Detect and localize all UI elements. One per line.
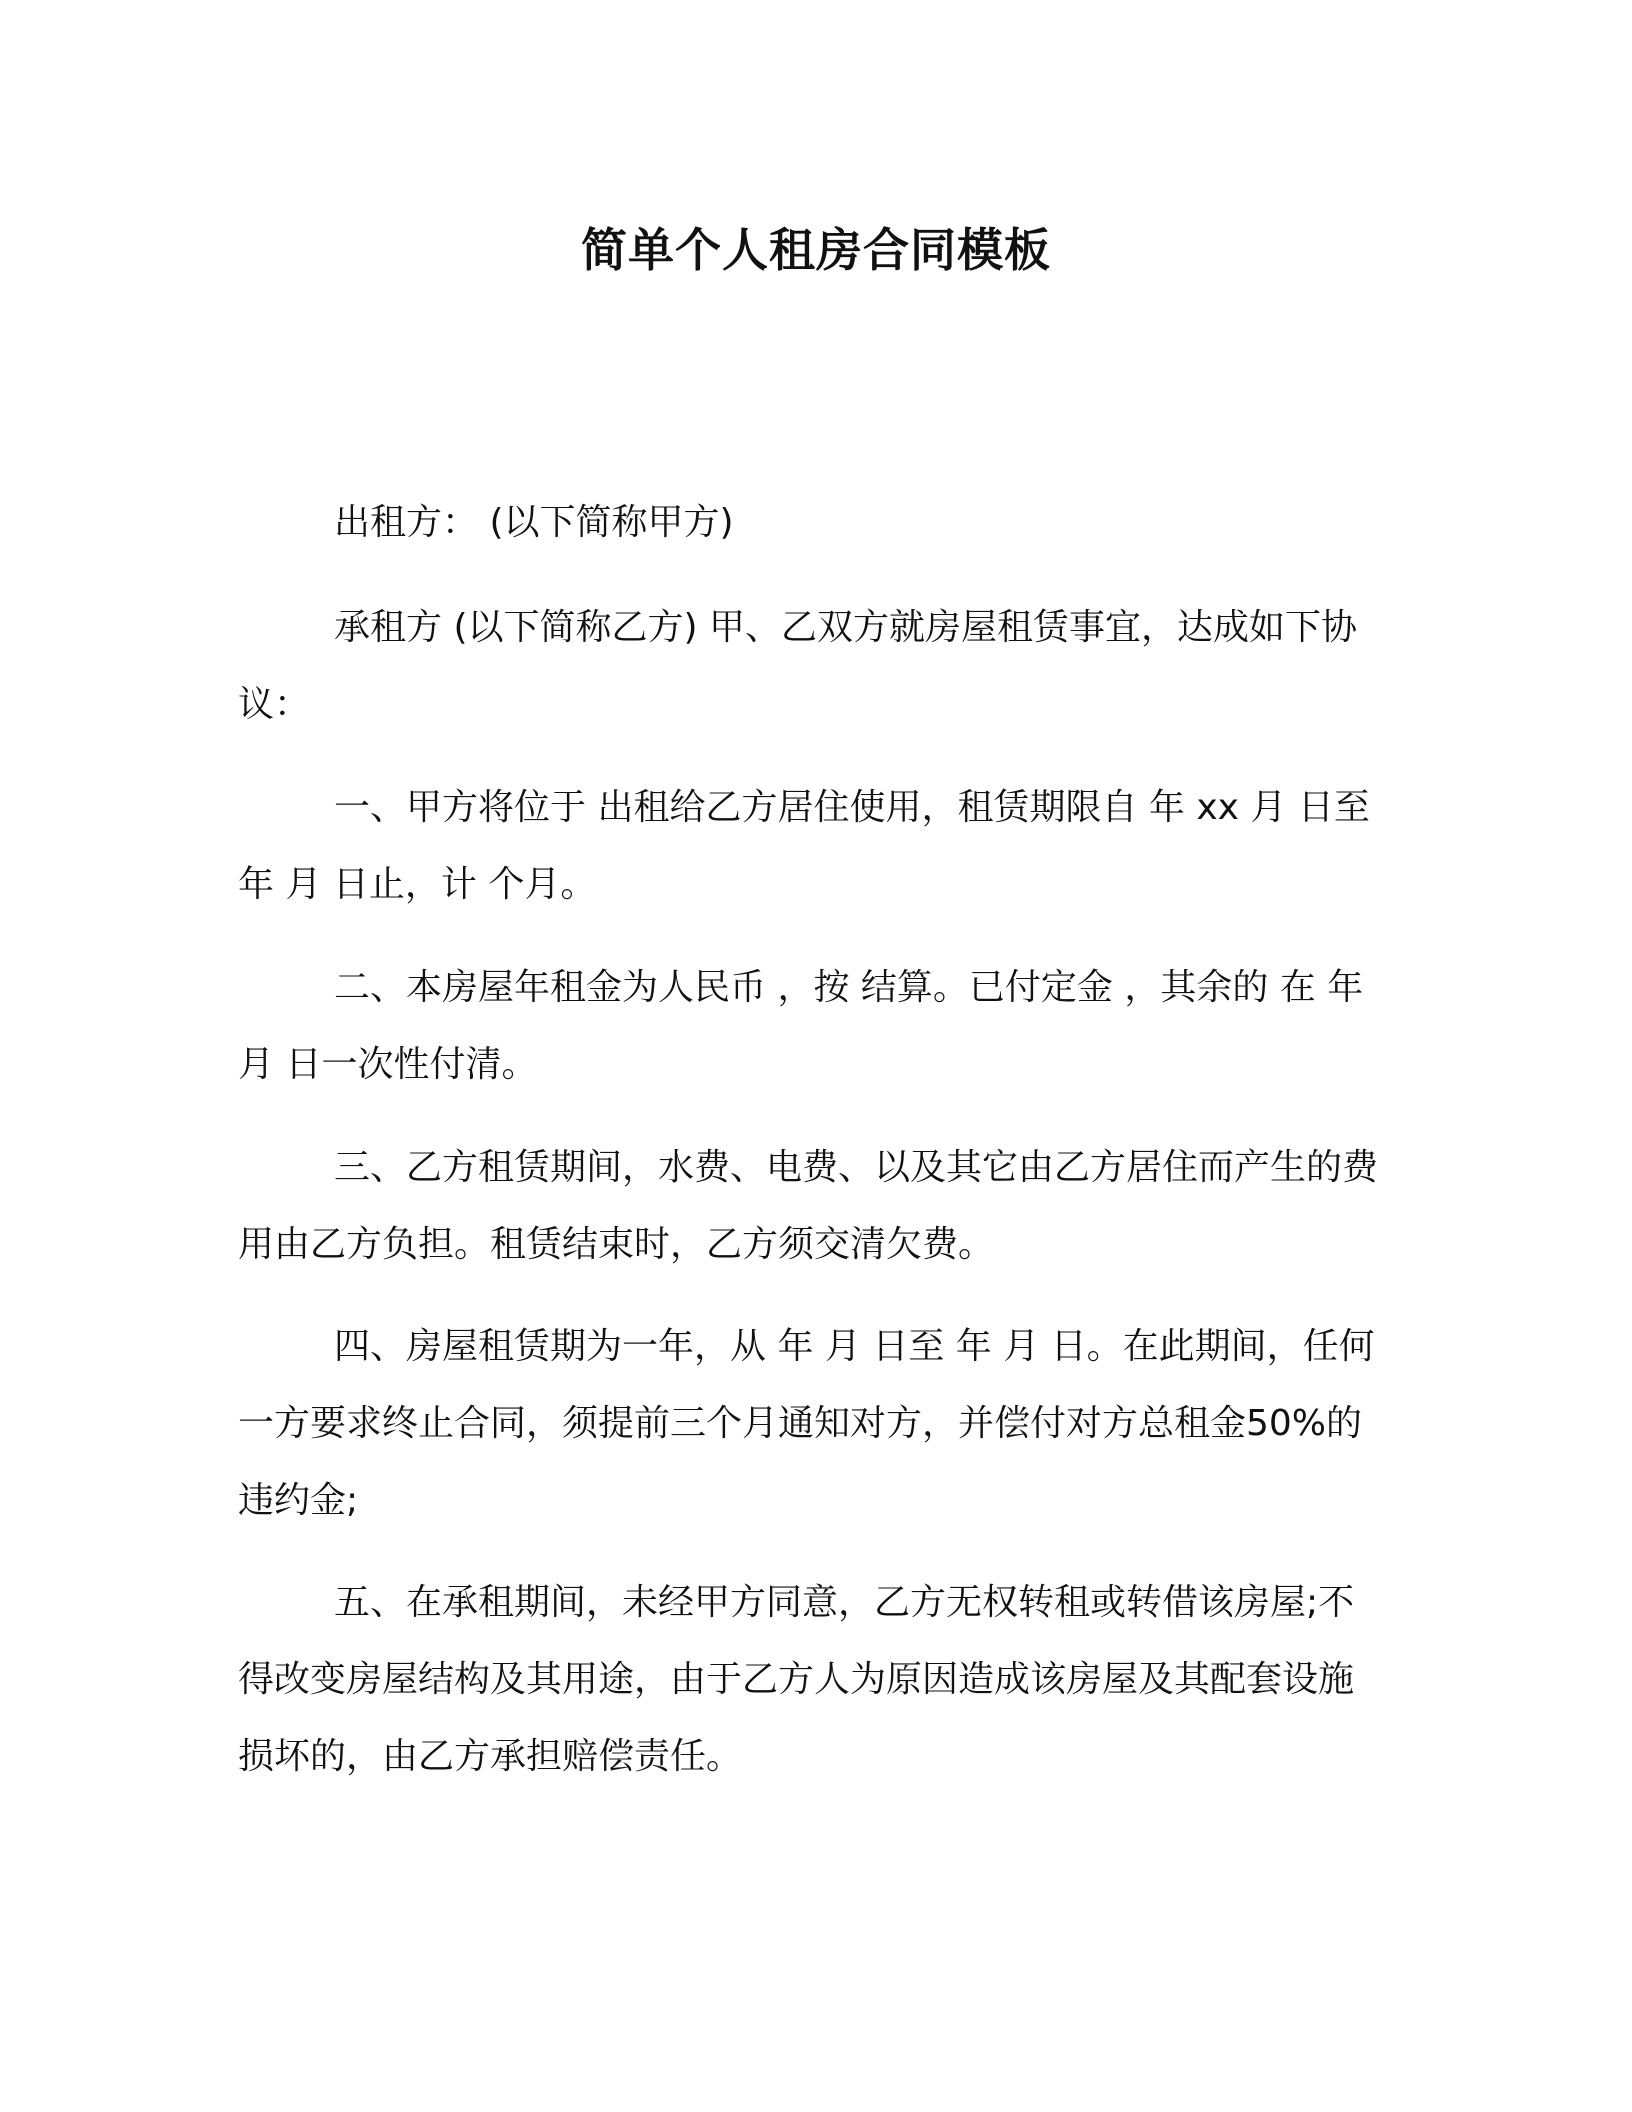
clause-1-text: 一、甲方将位于 出租给乙方居住使用，租赁期限自 年 xx 月 日至 年 月 日止，计 个月。 xyxy=(238,787,1370,905)
paragraph-lessor-text: 出租方： (以下简称甲方) xyxy=(334,502,734,543)
clause-3 xyxy=(238,1129,1388,1283)
clause-5 xyxy=(238,1564,1388,1795)
clause-1 xyxy=(238,769,1388,923)
clause-4 xyxy=(238,1308,1388,1539)
document-title: 简单个人租房合同模板 xyxy=(581,223,1051,277)
paragraph-lessor xyxy=(238,484,1388,561)
clause-4-text: 四、房屋租赁期为一年，从 年 月 日至 年 月 日。在此期间，任何一方要求终止合同，须提前三个月通知对方，并偿付对方总租金50%的违约金; xyxy=(238,1326,1375,1521)
paragraph-lessee-text: 承租方 (以下简称乙方) 甲、乙双方就房屋租赁事宜，达成如下协议： xyxy=(238,607,1357,725)
clause-5-text: 五、在承租期间，未经甲方同意，乙方无权转租或转借该房屋;不得改变房屋结构及其用途，由于乙方人为原因造成该房屋及其配套设施损坏的，由乙方承担赔偿责任。 xyxy=(238,1582,1355,1777)
clause-2 xyxy=(238,949,1388,1103)
paragraph-lessee xyxy=(238,589,1388,743)
clause-2-text: 二、本房屋年租金为人民币 ，按 结算。已付定金 ，其余的 在 年 月 日一次性付清。 xyxy=(238,967,1364,1085)
clause-3-text: 三、乙方租赁期间，水费、电费、以及其它由乙方居住而产生的费用由乙方负担。租赁结束时，乙方须交清欠费。 xyxy=(238,1147,1379,1265)
